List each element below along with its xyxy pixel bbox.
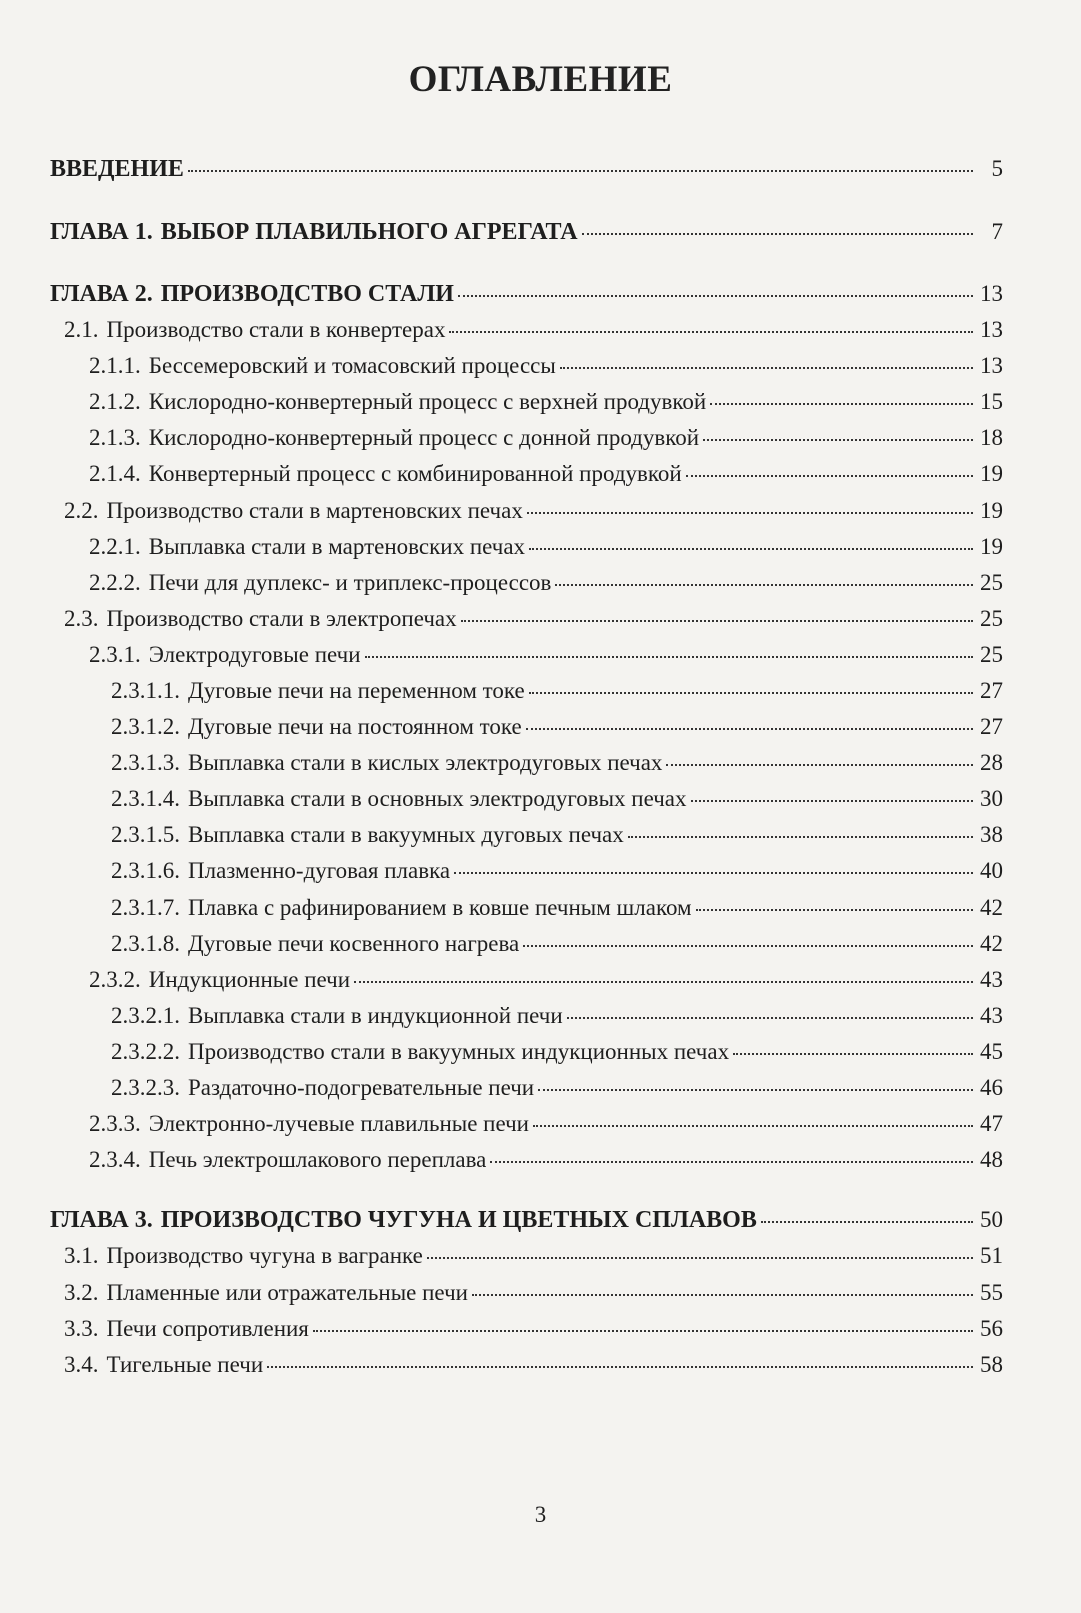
toc-entry-page: 42 (980, 931, 1003, 956)
toc-entry (89, 533, 1003, 561)
toc-entry-label: Раздаточно-подогревательные печи (188, 1075, 535, 1100)
toc-entry-number: ГЛАВА 2. (50, 281, 153, 307)
toc-entry-label: Бессемеровский и томасовский процессы (148, 353, 556, 378)
toc-entry-label: Печи для дуплекс- и триплекс-процессов (148, 570, 552, 595)
toc-entry-page: 50 (980, 1207, 1003, 1232)
toc-entry-page: 55 (980, 1280, 1003, 1305)
toc-entry-label: Производство стали в мартеновских печах (106, 498, 523, 523)
toc-entry-number: 2.3.1.3. (111, 750, 180, 775)
toc-entry (50, 280, 1003, 308)
toc-entry-number: 2.3.1. (89, 642, 141, 667)
toc-entry-number: 2.3. (64, 606, 99, 631)
dot-leader (472, 1294, 973, 1296)
toc-entry-page: 19 (980, 498, 1003, 523)
toc-entry (111, 857, 1003, 885)
toc-entry-number: 2.1.3. (89, 425, 141, 450)
toc-entry (64, 497, 1003, 525)
toc-entry-label: Печи сопротивления (106, 1316, 309, 1341)
toc-entry-page: 42 (980, 895, 1003, 920)
dot-leader (686, 475, 973, 477)
toc-entry-number: 2.3.1.6. (111, 858, 180, 883)
toc-entry-page: 28 (980, 750, 1003, 775)
toc-entry-page: 30 (980, 786, 1003, 811)
toc-entry-label: Пламенные или отражательные печи (106, 1280, 468, 1305)
toc-entry-number: 2.1.4. (89, 461, 141, 486)
dot-leader (490, 1161, 973, 1163)
toc-entry-page: 27 (980, 678, 1003, 703)
toc-entry-label: Кислородно-конвертерный процесс с донной продувкой (148, 425, 700, 450)
toc-entry (50, 218, 1003, 246)
dot-leader (449, 331, 973, 333)
toc-entry (111, 1038, 1003, 1066)
toc-entry (50, 155, 1003, 183)
toc-entry-label: Производство стали в конвертерах (106, 317, 446, 342)
toc-entry-page: 13 (980, 317, 1003, 342)
toc-entry-number: 3.2. (64, 1280, 99, 1305)
toc-entry-number: 3.1. (64, 1243, 99, 1268)
toc-entry-label: Плавка с рафинированием в ковше печным шлаком (188, 895, 692, 920)
toc-entry-page: 7 (991, 219, 1003, 244)
toc-entry-page: 45 (980, 1039, 1003, 1064)
dot-leader (560, 367, 973, 369)
toc-entry-label: Дуговые печи на постоянном токе (188, 714, 522, 739)
toc-entry-page: 40 (980, 858, 1003, 883)
toc-entry-number: 2.1.1. (89, 353, 141, 378)
toc-entry-label: Тигельные печи (106, 1352, 264, 1377)
toc-entry-label: ВВЕДЕНИЕ (50, 156, 184, 182)
toc-entry-page: 58 (980, 1352, 1003, 1377)
dot-leader (691, 800, 973, 802)
toc-entry-number: 2.3.1.8. (111, 931, 180, 956)
dot-leader (458, 295, 973, 297)
dot-leader (703, 439, 973, 441)
toc-entry (89, 388, 1003, 416)
dot-leader (696, 909, 973, 911)
toc-entry-number: ГЛАВА 3. (50, 1207, 153, 1233)
toc-entry-label: Дуговые печи косвенного нагрева (188, 931, 520, 956)
toc-entry (111, 677, 1003, 705)
toc-entry (89, 1146, 1003, 1174)
toc-entry-label: Плазменно-дуговая плавка (188, 858, 451, 883)
toc-entry (111, 1002, 1003, 1030)
toc-entry-label: Кислородно-конвертерный процесс с верхней продувкой (148, 389, 707, 414)
dot-leader (710, 403, 973, 405)
toc-entry (89, 569, 1003, 597)
dot-leader (555, 584, 973, 586)
dot-leader (761, 1221, 973, 1223)
toc-entry (64, 1279, 1003, 1307)
toc-entry-label: Индукционные печи (148, 967, 351, 992)
dot-leader (567, 1017, 973, 1019)
toc-entry-page: 46 (980, 1075, 1003, 1100)
toc-entry-page: 19 (980, 461, 1003, 486)
toc-entry-number: 3.3. (64, 1316, 99, 1341)
dot-leader (188, 170, 973, 172)
dot-leader (354, 981, 973, 983)
toc-entry-label: Производство чугуна в вагранке (106, 1243, 423, 1268)
dot-leader (313, 1330, 973, 1332)
dot-leader (267, 1366, 973, 1368)
toc-entry-label: Выплавка стали в мартеновских печах (148, 534, 526, 559)
toc-entry-label: Дуговые печи на переменном токе (188, 678, 525, 703)
dot-leader (526, 728, 973, 730)
toc-entry (111, 930, 1003, 958)
toc-entry-page: 13 (980, 281, 1003, 306)
toc-entry-number: 2.3.1.4. (111, 786, 180, 811)
toc-entry-label: Выплавка стали в вакуумных дуговых печах (188, 822, 624, 847)
toc-entry-label: Печь электрошлакового переплава (148, 1147, 487, 1172)
page-number: 3 (534, 1502, 547, 1527)
toc-entry (111, 821, 1003, 849)
dot-leader (427, 1257, 973, 1259)
toc-entry (64, 1242, 1003, 1270)
toc-entry-page: 13 (980, 353, 1003, 378)
toc-entry-page: 25 (980, 642, 1003, 667)
toc-entry-label: Конвертерный процесс с комбинированной продувкой (148, 461, 682, 486)
dot-leader (454, 872, 973, 874)
toc-entry (64, 1315, 1003, 1343)
toc-entry (50, 1206, 1003, 1234)
toc-entry-page: 48 (980, 1147, 1003, 1172)
toc-entry-page: 25 (980, 570, 1003, 595)
dot-leader (733, 1053, 973, 1055)
toc-entry (64, 605, 1003, 633)
toc-entry-label: ВЫБОР ПЛАВИЛЬНОГО АГРЕГАТА (160, 219, 578, 245)
toc-entry-number: 2.3.1.5. (111, 822, 180, 847)
toc-entry-page: 43 (980, 967, 1003, 992)
toc-entry-number: 2.3.2.2. (111, 1039, 180, 1064)
toc-entry-label: Электродуговые печи (148, 642, 361, 667)
toc-entry-number: 2.3.1.1. (111, 678, 180, 703)
toc-entry (111, 1074, 1003, 1102)
toc-entry-label: ПРОИЗВОДСТВО ЧУГУНА И ЦВЕТНЫХ СПЛАВОВ (160, 1207, 757, 1233)
toc-entry (89, 352, 1003, 380)
toc-entry-page: 43 (980, 1003, 1003, 1028)
toc-entry-number: 2.3.4. (89, 1147, 141, 1172)
toc-entry-page: 15 (980, 389, 1003, 414)
toc-entry-number: 2.3.1.7. (111, 895, 180, 920)
toc-entry (89, 424, 1003, 452)
toc-entry (111, 713, 1003, 741)
dot-leader (461, 620, 973, 622)
toc-entry (111, 749, 1003, 777)
toc-entry-page: 25 (980, 606, 1003, 631)
toc-entry-number: 2.1.2. (89, 389, 141, 414)
page-title: ОГЛАВЛЕНИЕ (408, 59, 673, 100)
toc-entry (111, 785, 1003, 813)
toc-entry-page: 47 (980, 1111, 1003, 1136)
toc-entry-number: 3.4. (64, 1352, 99, 1377)
toc-entry-page: 27 (980, 714, 1003, 739)
toc-entry-page: 19 (980, 534, 1003, 559)
toc-entry-label: Электронно-лучевые плавильные печи (148, 1111, 529, 1136)
toc-entry (64, 1351, 1003, 1379)
toc-entry (89, 460, 1003, 488)
toc-entry-number: 2.3.1.2. (111, 714, 180, 739)
toc-entry-label: Производство стали в электропечах (106, 606, 457, 631)
toc-entry-label: Выплавка стали в кислых электродуговых печах (188, 750, 663, 775)
toc-entry-number: 2.2.2. (89, 570, 141, 595)
toc-entry-number: ГЛАВА 1. (50, 219, 153, 245)
dot-leader (582, 233, 973, 235)
toc-entry (89, 966, 1003, 994)
dot-leader (523, 945, 973, 947)
toc-entry-number: 2.3.2.1. (111, 1003, 180, 1028)
toc-entry-page: 18 (980, 425, 1003, 450)
toc-entry-page: 5 (991, 156, 1003, 181)
toc-entry-label: Производство стали в вакуумных индукционных печах (188, 1039, 730, 1064)
toc-entry-label: Выплавка стали в основных электродуговых печах (188, 786, 687, 811)
toc-entry (64, 316, 1003, 344)
dot-leader (538, 1089, 973, 1091)
toc-entry (89, 1110, 1003, 1138)
toc-entry-number: 2.2.1. (89, 534, 141, 559)
toc-entry-number: 2.3.2. (89, 967, 141, 992)
toc-entry-label: Выплавка стали в индукционной печи (188, 1003, 563, 1028)
dot-leader (529, 692, 973, 694)
toc-entry (89, 641, 1003, 669)
toc-entry-number: 2.3.2.3. (111, 1075, 180, 1100)
dot-leader (628, 836, 973, 838)
toc-entry-label: ПРОИЗВОДСТВО СТАЛИ (160, 281, 454, 307)
toc-entry-page: 56 (980, 1316, 1003, 1341)
toc-entry-page: 38 (980, 822, 1003, 847)
dot-leader (365, 656, 973, 658)
toc-entry-number: 2.1. (64, 317, 99, 342)
dot-leader (529, 548, 973, 550)
dot-leader (533, 1125, 973, 1127)
dot-leader (666, 764, 973, 766)
toc-entry-page: 51 (980, 1243, 1003, 1268)
toc-entry-number: 2.3.3. (89, 1111, 141, 1136)
toc-entry-number: 2.2. (64, 498, 99, 523)
dot-leader (527, 512, 973, 514)
toc-entry (111, 894, 1003, 922)
